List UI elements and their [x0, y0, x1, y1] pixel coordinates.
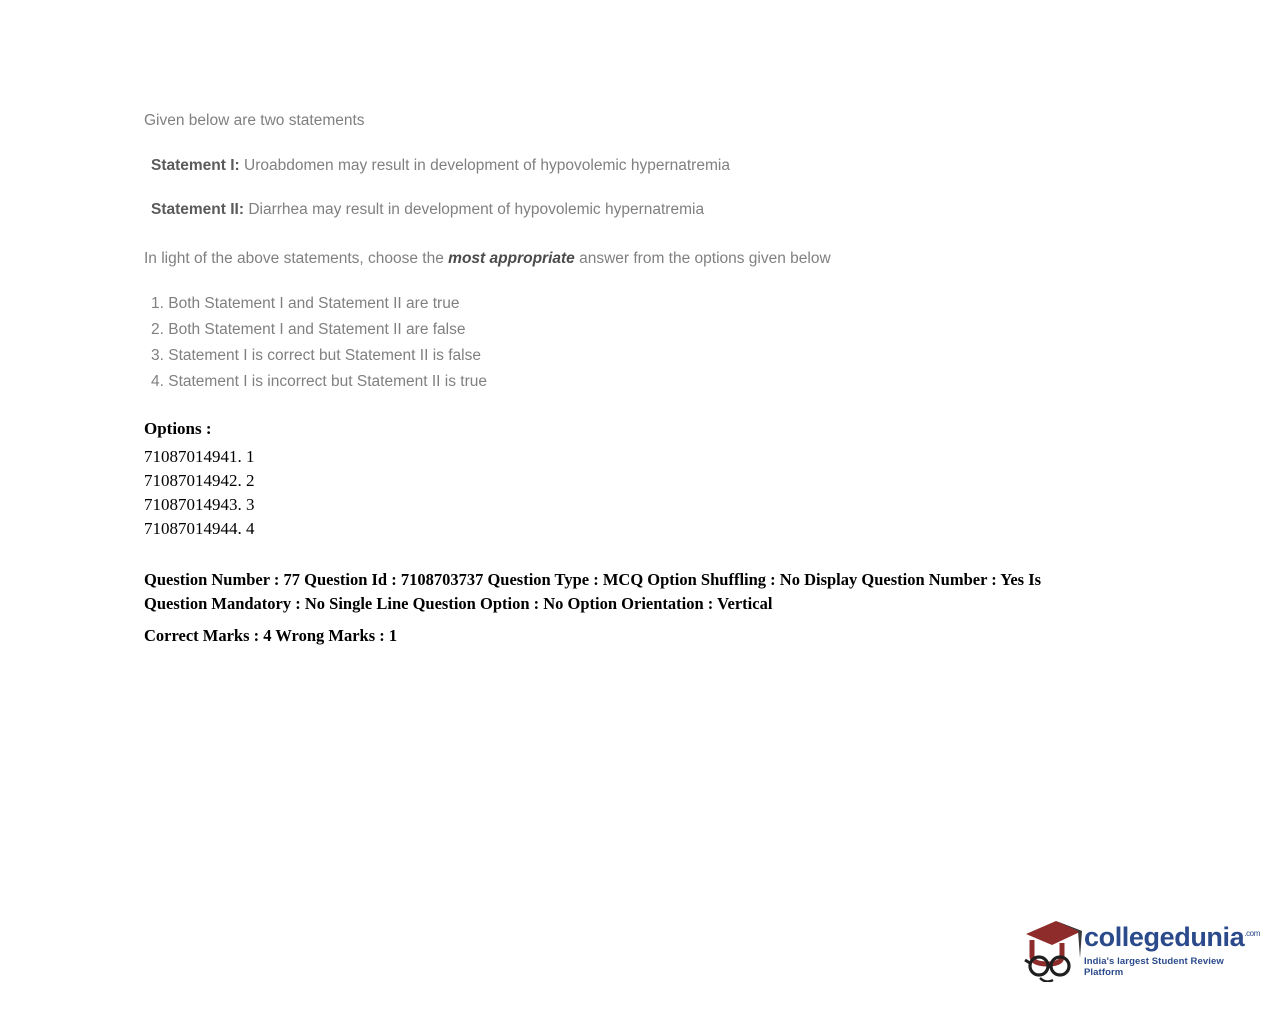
options-title: Options :: [144, 419, 212, 438]
logo-wordmark: [1084, 924, 1264, 951]
question-intro: Given below are two statements: [144, 112, 365, 129]
metadata-line-3: Correct Marks : 4 Wrong Marks : 1: [144, 625, 398, 645]
choice-item-1: 1. Both Statement I and Statement II are true: [151, 295, 460, 313]
logo-word-part1: college: [1084, 922, 1175, 952]
statement-2-label: Statement II:: [151, 201, 245, 219]
question-prompt: [144, 246, 874, 272]
choice-item-2: 2. Both Statement I and Statement II are false: [151, 321, 466, 339]
choice-list: [144, 291, 1104, 395]
prompt-emphasis: most appropriate: [448, 249, 575, 267]
logo-tagline: India's largest Student Review Platform: [1084, 956, 1224, 978]
logo-tld: .com: [1244, 929, 1260, 938]
metadata-line-2: Question Mandatory : No Single Line Question Option : No Option Orientation : Vertical: [144, 593, 773, 613]
option-id-row-2: 71087014942. 2: [144, 471, 255, 491]
collegedunia-logo: [1022, 908, 1262, 994]
options-block: [144, 419, 1044, 542]
statement-1: [144, 157, 1104, 176]
statement-2: [144, 201, 1104, 220]
logo-word-part2: dunia: [1174, 922, 1245, 952]
question-block: [144, 112, 1104, 395]
graduate-cap-icon: [1022, 914, 1084, 982]
option-id-row-3: 71087014943. 3: [144, 495, 255, 515]
option-id-row-4: 71087014944. 4: [144, 519, 255, 539]
question-metadata: [144, 568, 1104, 648]
metadata-line-1: Question Number : 77 Question Id : 7108703737 Question Type : MCQ Option Shuffling : No Display Question Number : Yes Is: [144, 570, 1042, 589]
logo-text: [1084, 924, 1264, 978]
prompt-after: answer from the options given below: [574, 249, 831, 267]
choice-item-3: 3. Statement I is correct but Statement II is false: [151, 347, 481, 365]
option-id-row-1: 71087014941. 1: [144, 447, 255, 466]
choice-item-4: 4. Statement I is incorrect but Statement II is true: [151, 373, 487, 391]
statement-1-text: Uroabdomen may result in development of hypovolemic hypernatremia: [239, 156, 730, 174]
statement-1-label: Statement I:: [151, 156, 240, 174]
statement-2-text: Diarrhea may result in development of hypovolemic hypernatremia: [244, 201, 705, 219]
prompt-before: In light of the above statements, choose the: [144, 249, 449, 267]
